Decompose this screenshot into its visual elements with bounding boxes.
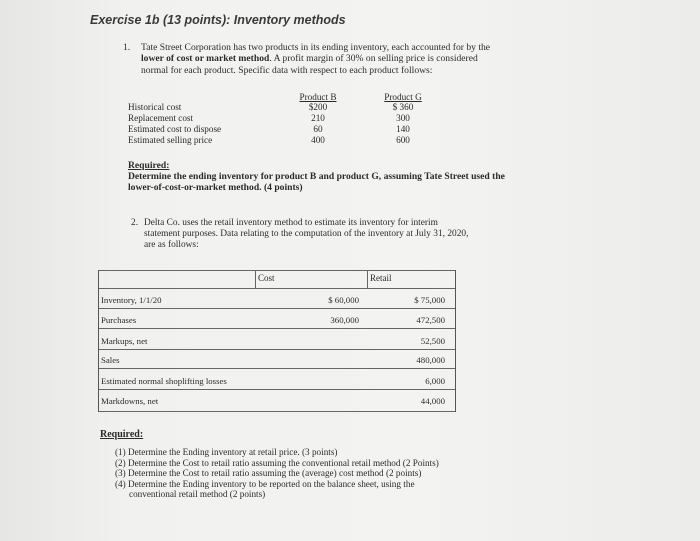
table-cell-retail: 44,000 bbox=[420, 396, 445, 406]
table-cell-cost: $ 60,000 bbox=[328, 295, 359, 305]
table-divider bbox=[367, 270, 368, 288]
table-row-label: Estimated normal shoplifting losses bbox=[101, 376, 227, 386]
table-row-label: Markdowns, net bbox=[101, 396, 159, 406]
header-cost: Cost bbox=[258, 273, 275, 283]
cell-product-b: 210 bbox=[311, 113, 325, 123]
question-2-intro: Delta Co. uses the retail inventory method to estimate its inventory for interim statement purposes. Data relating to the computation of the inventory at July 31, 2020, are as follows: bbox=[144, 218, 469, 250]
table-rule bbox=[99, 270, 455, 271]
required-text: Determine the ending inventory for product B and product G, assuming Tate Street used the lower-of-cost-or-market method. (4 points) bbox=[128, 171, 505, 193]
table-cell-cost: 360,000 bbox=[330, 315, 359, 325]
header-product-b: Product B bbox=[299, 92, 337, 102]
required-item-continuation: conventional retail method (2 points) bbox=[129, 489, 266, 500]
table-rule bbox=[99, 389, 455, 390]
header-product-g: Product G bbox=[384, 92, 422, 102]
cell-product-g: 300 bbox=[396, 113, 410, 123]
row-label: Estimated cost to dispose bbox=[128, 124, 222, 134]
table-rule bbox=[99, 328, 455, 329]
table-rule bbox=[99, 368, 455, 369]
table-cell-retail: 472,500 bbox=[416, 315, 445, 325]
row-label: Historical cost bbox=[128, 102, 182, 112]
table-divider bbox=[255, 270, 256, 288]
required-item: (4) Determine the Ending inventory to be reported on the balance sheet, using the bbox=[115, 478, 415, 489]
row-label: Estimated selling price bbox=[128, 135, 213, 145]
table-rule bbox=[99, 308, 455, 309]
table-rule bbox=[99, 349, 455, 350]
cell-product-g: 600 bbox=[396, 135, 410, 145]
table-rule bbox=[99, 288, 455, 289]
cell-product-b: $200 bbox=[308, 102, 328, 112]
question-2-required-label: Required: bbox=[100, 429, 144, 440]
table-cell-retail: $ 75,000 bbox=[414, 295, 445, 305]
question-1-intro: Tate Street Corporation has two products in its ending inventory, each accounted for by the lower of cost or market method. A profit margin of 30% on selling price is considered normal for each product. Specific data with respect to each product follows: bbox=[141, 42, 491, 76]
row-label: Replacement cost bbox=[128, 113, 194, 123]
header-retail: Retail bbox=[370, 273, 392, 283]
table-cell-retail: 52,500 bbox=[420, 336, 445, 346]
question-2-number: 2. bbox=[131, 218, 139, 228]
question-1-number: 1. bbox=[123, 42, 131, 53]
question-1-required bbox=[128, 160, 518, 193]
table-rule bbox=[99, 411, 455, 412]
table-row-label: Sales bbox=[101, 355, 120, 365]
exercise-heading: Exercise 1b (13 points): Inventory methods bbox=[90, 13, 346, 27]
cell-product-g: 140 bbox=[396, 124, 410, 134]
required-label: Required: bbox=[128, 160, 170, 171]
table-row-label: Inventory, 1/1/20 bbox=[101, 295, 162, 305]
required-item: (3) Determine the Cost to retail ratio assuming the (average) cost method (2 points) bbox=[115, 468, 422, 479]
table-row-label: Markups, net bbox=[101, 336, 148, 346]
question-1 bbox=[123, 42, 503, 76]
required-item: (2) Determine the Cost to retail ratio assuming the conventional retail method (2 Points) bbox=[115, 457, 439, 468]
question-2-required-list bbox=[115, 447, 515, 500]
question-2 bbox=[131, 218, 471, 251]
retail-inventory-table bbox=[98, 270, 456, 412]
required-item: (1) Determine the Ending inventory at retail price. (3 points) bbox=[115, 447, 338, 457]
table-cell-retail: 6,000 bbox=[425, 376, 445, 386]
table-cell-retail: 480,000 bbox=[416, 355, 445, 365]
cell-product-b: 400 bbox=[311, 135, 325, 145]
cell-product-g: $ 360 bbox=[392, 102, 414, 112]
cell-product-b: 60 bbox=[313, 124, 323, 134]
table-row-label: Purchases bbox=[101, 315, 137, 325]
